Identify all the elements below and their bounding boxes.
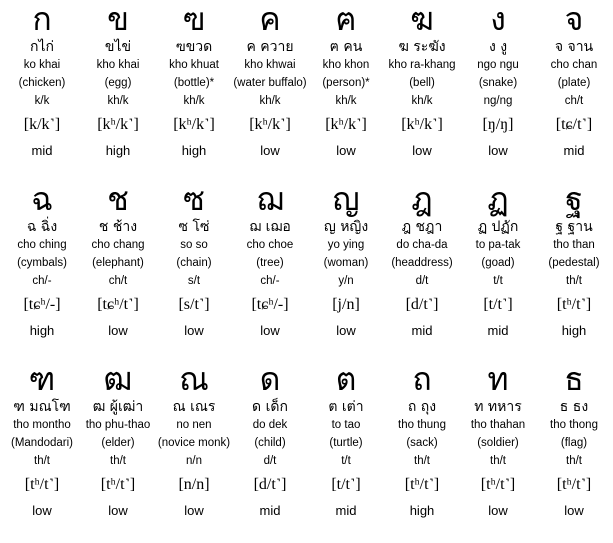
consonant-cell — [460, 0, 536, 180]
consonant-letter: ฏ — [487, 180, 509, 218]
consonant-letter: จ — [564, 0, 584, 38]
consonant-cell — [536, 180, 612, 360]
romanized-name: ngo ngu — [477, 59, 519, 71]
consonant-letter: ค — [259, 0, 281, 38]
consonant-letter: ซ — [183, 180, 205, 218]
word-meaning: (child) — [254, 437, 286, 449]
chart-row-3 — [4, 360, 612, 543]
consonant-letter: ฐ — [565, 180, 583, 218]
romanized-name: so so — [180, 239, 208, 251]
example-word: จ จาน — [554, 39, 594, 55]
word-meaning: (elder) — [101, 437, 135, 449]
consonant-letter: ท — [487, 360, 509, 398]
transliteration: th/t — [490, 455, 506, 467]
consonant-class: low — [336, 323, 356, 338]
consonant-class: mid — [259, 503, 281, 518]
example-word: ธ ธง — [559, 399, 589, 415]
consonant-class: high — [105, 143, 131, 158]
consonant-cell — [536, 360, 612, 543]
romanized-name: kho khai — [96, 59, 140, 71]
consonant-class: low — [32, 503, 52, 518]
transliteration: k/k — [34, 95, 50, 107]
ipa-pronunciation: [s/t˺] — [178, 296, 210, 313]
transliteration: ch/- — [32, 275, 52, 287]
consonant-cell — [80, 0, 156, 180]
example-word: ขไข่ — [104, 39, 132, 55]
ipa-pronunciation: [tɕʰ/-] — [23, 296, 61, 313]
romanized-name: tho thong — [550, 419, 598, 431]
romanized-name: no nen — [176, 419, 212, 431]
transliteration: kh/k — [335, 95, 357, 107]
transliteration: kh/k — [183, 95, 205, 107]
romanized-name: tho phu-thao — [85, 419, 151, 431]
example-word: ฒ ผู้เฒ่า — [92, 399, 144, 415]
consonant-letter: ณ — [179, 360, 209, 398]
consonant-cell — [156, 180, 232, 360]
transliteration: ch/t — [108, 275, 128, 287]
consonant-letter: ก — [32, 0, 52, 38]
ipa-pronunciation: [k/k˺] — [23, 116, 61, 133]
word-meaning: (plate) — [557, 77, 591, 89]
romanized-name: cho choe — [246, 239, 294, 251]
ipa-pronunciation: [j/n] — [332, 296, 360, 313]
consonant-class: low — [488, 503, 508, 518]
consonant-class: low — [488, 143, 508, 158]
ipa-pronunciation: [tʰ/t˺] — [24, 476, 60, 493]
word-meaning: (bell) — [409, 77, 435, 89]
consonant-letter: ช — [107, 180, 129, 218]
ipa-pronunciation: [tʰ/t˺] — [556, 476, 592, 493]
word-meaning: (pedestal) — [548, 257, 600, 269]
transliteration: th/t — [110, 455, 126, 467]
word-meaning: (chicken) — [18, 77, 66, 89]
ipa-pronunciation: [t/t˺] — [483, 296, 513, 313]
consonant-class: mid — [563, 143, 585, 158]
consonant-class: low — [260, 143, 280, 158]
transliteration: d/t — [415, 275, 429, 287]
romanized-name: ko khai — [23, 59, 61, 71]
consonant-class: low — [336, 143, 356, 158]
ipa-pronunciation: [tɕʰ/t˺] — [97, 296, 139, 313]
word-meaning: (sack) — [406, 437, 438, 449]
ipa-pronunciation: [ŋ/ŋ] — [482, 116, 514, 133]
consonant-class: high — [29, 323, 55, 338]
word-meaning: (person)* — [322, 77, 370, 89]
consonant-cell — [460, 180, 536, 360]
word-meaning: (turtle) — [329, 437, 363, 449]
transliteration: kh/k — [259, 95, 281, 107]
consonant-class: mid — [487, 323, 509, 338]
consonant-class: low — [108, 503, 128, 518]
word-meaning: (water buffalo) — [233, 77, 307, 89]
consonant-cell — [536, 0, 612, 180]
ipa-pronunciation: [tʰ/t˺] — [100, 476, 136, 493]
consonant-class: mid — [31, 143, 53, 158]
consonant-letter: ฒ — [103, 360, 133, 398]
word-meaning: (headdress) — [391, 257, 453, 269]
ipa-pronunciation: [tʰ/t˺] — [404, 476, 440, 493]
consonant-cell — [4, 360, 80, 543]
chart-row-1 — [4, 0, 612, 180]
example-word: กไก่ — [30, 39, 54, 55]
consonant-class: low — [184, 323, 204, 338]
example-word: ฑ มณโฑ — [13, 399, 71, 415]
example-word: ฎ ชฎา — [401, 219, 443, 235]
word-meaning: (soldier) — [477, 437, 519, 449]
romanized-name: tho than — [553, 239, 595, 251]
word-meaning: (woman) — [323, 257, 369, 269]
romanized-name: to pa-tak — [475, 239, 521, 251]
example-word: ฏ ปฏัก — [477, 219, 519, 235]
consonant-letter: ญ — [332, 180, 360, 218]
word-meaning: (cymbals) — [17, 257, 67, 269]
romanized-name: kho ra-khang — [388, 59, 456, 71]
transliteration: th/t — [566, 455, 582, 467]
romanized-name: kho khon — [322, 59, 370, 71]
consonant-letter: ฆ — [410, 0, 434, 38]
romanized-name: kho khuat — [169, 59, 219, 71]
consonant-class: high — [181, 143, 207, 158]
consonant-class: mid — [411, 323, 433, 338]
consonant-letter: ต — [335, 360, 357, 398]
ipa-pronunciation: [tɕʰ/-] — [251, 296, 289, 313]
transliteration: ch/t — [564, 95, 584, 107]
example-word: ญ หญิง — [323, 219, 369, 235]
transliteration: t/t — [341, 455, 351, 467]
example-word: ฉ ฉิ่ง — [26, 219, 58, 235]
romanized-name: cho ching — [17, 239, 67, 251]
word-meaning: (Mandodari) — [11, 437, 73, 449]
word-meaning: (tree) — [256, 257, 284, 269]
romanized-name: to tao — [331, 419, 361, 431]
ipa-pronunciation: [kʰ/k˺] — [249, 116, 291, 133]
ipa-pronunciation: [kʰ/k˺] — [97, 116, 139, 133]
consonant-letter: ข — [107, 0, 129, 38]
romanized-name: kho khwai — [244, 59, 296, 71]
consonant-cell — [232, 0, 308, 180]
ipa-pronunciation: [kʰ/k˺] — [173, 116, 215, 133]
example-word: ซ โซ่ — [178, 219, 210, 235]
ipa-pronunciation: [n/n] — [178, 476, 210, 493]
word-meaning: (egg) — [104, 77, 132, 89]
consonant-class: mid — [335, 503, 357, 518]
consonant-cell — [384, 180, 460, 360]
ipa-pronunciation: [t/t˺] — [331, 476, 361, 493]
consonant-cell — [80, 180, 156, 360]
consonant-cell — [384, 0, 460, 180]
romanized-name: do dek — [252, 419, 288, 431]
consonant-cell — [308, 180, 384, 360]
consonant-class: high — [561, 323, 587, 338]
consonant-cell — [308, 0, 384, 180]
transliteration: d/t — [263, 455, 277, 467]
romanized-name: cho chan — [550, 59, 598, 71]
example-word: ฆ ระฆัง — [398, 39, 446, 55]
romanized-name: cho chang — [91, 239, 145, 251]
romanized-name: tho montho — [13, 419, 71, 431]
example-word: ช ช้าง — [98, 219, 138, 235]
consonant-class: low — [260, 323, 280, 338]
consonant-cell — [156, 0, 232, 180]
romanized-name: do cha-da — [396, 239, 448, 251]
transliteration: n/n — [186, 455, 202, 467]
romanized-name: tho thung — [398, 419, 446, 431]
consonant-letter: ธ — [564, 360, 584, 398]
transliteration: y/n — [338, 275, 354, 287]
ipa-pronunciation: [kʰ/k˺] — [401, 116, 443, 133]
romanized-name: tho thahan — [470, 419, 526, 431]
example-word: ณ เณร — [172, 399, 216, 415]
chart-row-2 — [4, 180, 612, 360]
ipa-pronunciation: [tʰ/t˺] — [556, 296, 592, 313]
example-word: ฌ เฌอ — [249, 219, 291, 235]
consonant-cell — [384, 360, 460, 543]
consonant-cell — [232, 180, 308, 360]
consonant-letter: ง — [490, 0, 506, 38]
example-word: ฃขวด — [175, 39, 213, 55]
romanized-name: yo ying — [327, 239, 365, 251]
consonant-class: low — [412, 143, 432, 158]
consonant-letter: ฉ — [31, 180, 53, 218]
word-meaning: (snake) — [478, 77, 518, 89]
example-word: ง งู — [488, 39, 508, 55]
thai-consonant-chart — [4, 0, 612, 543]
transliteration: ng/ng — [483, 95, 513, 107]
ipa-pronunciation: [kʰ/k˺] — [325, 116, 367, 133]
ipa-pronunciation: [tɕ/t˺] — [555, 116, 593, 133]
transliteration: th/t — [566, 275, 582, 287]
transliteration: th/t — [414, 455, 430, 467]
transliteration: t/t — [493, 275, 503, 287]
consonant-class: low — [184, 503, 204, 518]
word-meaning: (flag) — [560, 437, 588, 449]
consonant-class: low — [108, 323, 128, 338]
transliteration: kh/k — [411, 95, 433, 107]
consonant-class: high — [409, 503, 435, 518]
example-word: ฅ คน — [329, 39, 363, 55]
ipa-pronunciation: [tʰ/t˺] — [480, 476, 516, 493]
transliteration: kh/k — [107, 95, 129, 107]
consonant-class: low — [564, 503, 584, 518]
consonant-letter: ฌ — [256, 180, 284, 218]
word-meaning: (novice monk) — [157, 437, 231, 449]
consonant-cell — [4, 180, 80, 360]
transliteration: s/t — [187, 275, 201, 287]
example-word: ด เด็ก — [252, 399, 288, 415]
consonant-cell — [80, 360, 156, 543]
word-meaning: (bottle)* — [173, 77, 215, 89]
word-meaning: (elephant) — [92, 257, 144, 269]
consonant-cell — [4, 0, 80, 180]
example-word: ท ทหาร — [474, 399, 522, 415]
example-word: ฐ ฐาน — [555, 219, 593, 235]
transliteration: ch/- — [260, 275, 280, 287]
example-word: ต เต่า — [328, 399, 364, 415]
consonant-letter: ฃ — [182, 0, 206, 38]
consonant-cell — [308, 360, 384, 543]
consonant-cell — [460, 360, 536, 543]
word-meaning: (chain) — [176, 257, 212, 269]
consonant-letter: ฅ — [335, 0, 357, 38]
ipa-pronunciation: [d/t˺] — [405, 296, 439, 313]
consonant-letter: ฑ — [28, 360, 56, 398]
transliteration: th/t — [34, 455, 50, 467]
example-word: ถ ถุง — [407, 399, 437, 415]
ipa-pronunciation: [d/t˺] — [253, 476, 287, 493]
consonant-cell — [156, 360, 232, 543]
word-meaning: (goad) — [481, 257, 515, 269]
consonant-letter: ถ — [412, 360, 432, 398]
consonant-cell — [232, 360, 308, 543]
consonant-letter: ฎ — [411, 180, 433, 218]
example-word: ค ควาย — [246, 39, 294, 55]
consonant-letter: ด — [259, 360, 281, 398]
